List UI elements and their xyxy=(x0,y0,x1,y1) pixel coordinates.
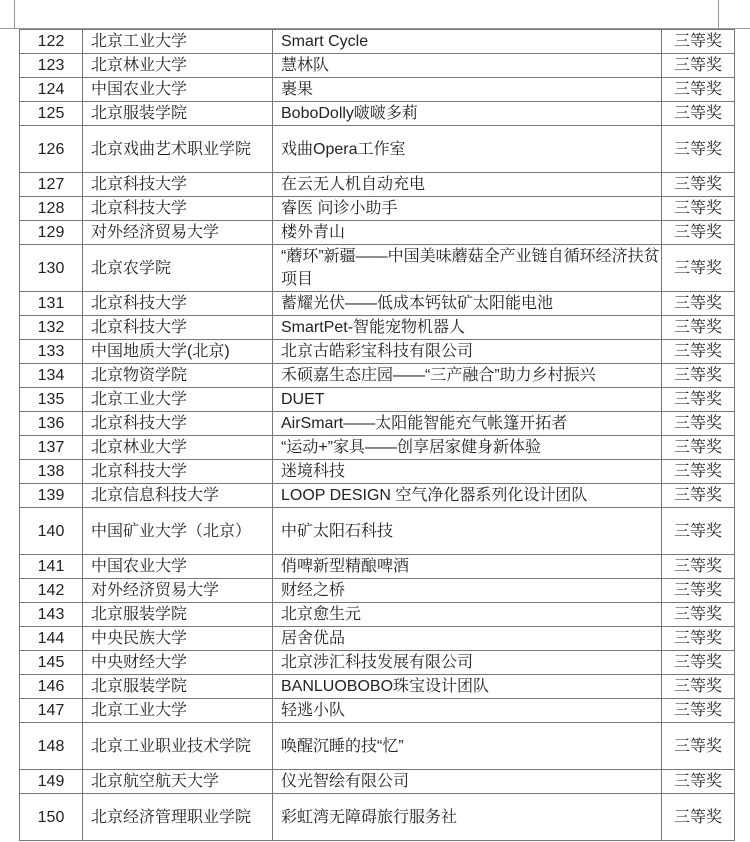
project-name: DUET xyxy=(273,388,662,412)
project-name: AirSmart——太阳能智能充气帐篷开拓者 xyxy=(273,412,662,436)
project-name: 蓄耀光伏——低成本钙钛矿太阳能电池 xyxy=(273,292,662,316)
table-row xyxy=(20,30,735,54)
prize-level: 三等奖 xyxy=(662,316,735,340)
row-number: 146 xyxy=(20,675,83,699)
table-row xyxy=(20,555,735,579)
row-number: 130 xyxy=(20,245,83,292)
table-row xyxy=(20,197,735,221)
school-name: 北京林业大学 xyxy=(83,436,273,460)
row-number: 140 xyxy=(20,508,83,555)
prize-level: 三等奖 xyxy=(662,508,735,555)
project-name: 楼外青山 xyxy=(273,221,662,245)
school-name: 北京农学院 xyxy=(83,245,273,292)
school-name: 中国地质大学(北京) xyxy=(83,340,273,364)
project-name: 裹果 xyxy=(273,78,662,102)
school-name: 北京林业大学 xyxy=(83,54,273,78)
prize-level: 三等奖 xyxy=(662,579,735,603)
row-number: 128 xyxy=(20,197,83,221)
table-row xyxy=(20,54,735,78)
row-number: 137 xyxy=(20,436,83,460)
table-row xyxy=(20,292,735,316)
prize-level: 三等奖 xyxy=(662,173,735,197)
prize-level: 三等奖 xyxy=(662,364,735,388)
prize-level: 三等奖 xyxy=(662,699,735,723)
school-name: 北京服装学院 xyxy=(83,102,273,126)
row-number: 143 xyxy=(20,603,83,627)
row-number: 123 xyxy=(20,54,83,78)
prize-level: 三等奖 xyxy=(662,54,735,78)
prize-level: 三等奖 xyxy=(662,388,735,412)
prize-level: 三等奖 xyxy=(662,675,735,699)
table-row xyxy=(20,316,735,340)
table-row xyxy=(20,675,735,699)
row-number: 148 xyxy=(20,723,83,770)
prize-level: 三等奖 xyxy=(662,221,735,245)
table-row xyxy=(20,173,735,197)
project-name: 北京古皓彩宝科技有限公司 xyxy=(273,340,662,364)
row-number: 131 xyxy=(20,292,83,316)
project-name: 唤醒沉睡的技“忆” xyxy=(273,723,662,770)
row-number: 138 xyxy=(20,460,83,484)
table-row xyxy=(20,436,735,460)
row-number: 133 xyxy=(20,340,83,364)
project-name: 慧林队 xyxy=(273,54,662,78)
project-name: 财经之桥 xyxy=(273,579,662,603)
row-number: 141 xyxy=(20,555,83,579)
table-row xyxy=(20,508,735,555)
row-number: 129 xyxy=(20,221,83,245)
school-name: 北京航空航天大学 xyxy=(83,770,273,794)
school-name: 对外经济贸易大学 xyxy=(83,221,273,245)
row-number: 136 xyxy=(20,412,83,436)
project-name: 北京愈生元 xyxy=(273,603,662,627)
row-number: 134 xyxy=(20,364,83,388)
school-name: 北京戏曲艺术职业学院 xyxy=(83,126,273,173)
prize-level: 三等奖 xyxy=(662,436,735,460)
row-number: 125 xyxy=(20,102,83,126)
prize-level: 三等奖 xyxy=(662,770,735,794)
school-name: 北京工业大学 xyxy=(83,30,273,54)
table-row xyxy=(20,794,735,841)
table-row xyxy=(20,627,735,651)
project-name: 北京涉汇科技发展有限公司 xyxy=(273,651,662,675)
project-name: 居舍优品 xyxy=(273,627,662,651)
school-name: 中央民族大学 xyxy=(83,627,273,651)
school-name: 中央财经大学 xyxy=(83,651,273,675)
project-name: 戏曲Opera工作室 xyxy=(273,126,662,173)
project-name: 禾硕嘉生态庄园——“三产融合”助力乡村振兴 xyxy=(273,364,662,388)
table-row xyxy=(20,245,735,292)
project-name: BANLUOBOBO珠宝设计团队 xyxy=(273,675,662,699)
prize-level: 三等奖 xyxy=(662,412,735,436)
prize-level: 三等奖 xyxy=(662,627,735,651)
project-name: SmartPet-智能宠物机器人 xyxy=(273,316,662,340)
row-number: 132 xyxy=(20,316,83,340)
project-name: 迷境科技 xyxy=(273,460,662,484)
table-row xyxy=(20,579,735,603)
project-name: 睿医 问诊小助手 xyxy=(273,197,662,221)
school-name: 北京科技大学 xyxy=(83,197,273,221)
school-name: 北京服装学院 xyxy=(83,603,273,627)
table-row xyxy=(20,603,735,627)
table-row xyxy=(20,340,735,364)
project-name: 轻逃小队 xyxy=(273,699,662,723)
prize-level: 三等奖 xyxy=(662,555,735,579)
prize-level: 三等奖 xyxy=(662,102,735,126)
project-name: 仪光智绘有限公司 xyxy=(273,770,662,794)
school-name: 北京科技大学 xyxy=(83,412,273,436)
project-name: LOOP DESIGN 空气净化器系列化设计团队 xyxy=(273,484,662,508)
school-name: 对外经济贸易大学 xyxy=(83,579,273,603)
prize-level: 三等奖 xyxy=(662,603,735,627)
prize-level: 三等奖 xyxy=(662,460,735,484)
table-row xyxy=(20,364,735,388)
row-number: 124 xyxy=(20,78,83,102)
previous-page-box xyxy=(14,0,719,29)
school-name: 中国农业大学 xyxy=(83,78,273,102)
row-number: 127 xyxy=(20,173,83,197)
prize-level: 三等奖 xyxy=(662,245,735,292)
table-row xyxy=(20,412,735,436)
school-name: 北京科技大学 xyxy=(83,292,273,316)
row-number: 150 xyxy=(20,794,83,841)
table-row xyxy=(20,770,735,794)
awards-table xyxy=(19,29,735,841)
project-name: 彩虹湾无障碍旅行服务社 xyxy=(273,794,662,841)
row-number: 149 xyxy=(20,770,83,794)
prize-level: 三等奖 xyxy=(662,30,735,54)
school-name: 北京工业职业技术学院 xyxy=(83,723,273,770)
prize-level: 三等奖 xyxy=(662,78,735,102)
prize-level: 三等奖 xyxy=(662,126,735,173)
table-row xyxy=(20,221,735,245)
project-name: BoboDolly啵啵多莉 xyxy=(273,102,662,126)
row-number: 139 xyxy=(20,484,83,508)
project-name: “运动+”家具——创享居家健身新体验 xyxy=(273,436,662,460)
row-number: 122 xyxy=(20,30,83,54)
project-name: 在云无人机自动充电 xyxy=(273,173,662,197)
prize-level: 三等奖 xyxy=(662,794,735,841)
school-name: 北京科技大学 xyxy=(83,316,273,340)
school-name: 北京科技大学 xyxy=(83,173,273,197)
table-row xyxy=(20,388,735,412)
table-row xyxy=(20,651,735,675)
prize-level: 三等奖 xyxy=(662,197,735,221)
project-name: Smart Cycle xyxy=(273,30,662,54)
table-row xyxy=(20,484,735,508)
school-name: 北京物资学院 xyxy=(83,364,273,388)
prize-level: 三等奖 xyxy=(662,292,735,316)
school-name: 中国矿业大学（北京） xyxy=(83,508,273,555)
project-name: 俏啤新型精酿啤酒 xyxy=(273,555,662,579)
row-number: 126 xyxy=(20,126,83,173)
prize-level: 三等奖 xyxy=(662,723,735,770)
row-number: 144 xyxy=(20,627,83,651)
project-name: “蘑环”新疆——中国美味蘑菇全产业链自循环经济扶贫项目 xyxy=(273,245,662,292)
school-name: 中国农业大学 xyxy=(83,555,273,579)
school-name: 北京服装学院 xyxy=(83,675,273,699)
table-row xyxy=(20,699,735,723)
table-row xyxy=(20,723,735,770)
row-number: 135 xyxy=(20,388,83,412)
table-row xyxy=(20,102,735,126)
prize-level: 三等奖 xyxy=(662,651,735,675)
table-row xyxy=(20,460,735,484)
school-name: 北京经济管理职业学院 xyxy=(83,794,273,841)
prize-level: 三等奖 xyxy=(662,340,735,364)
project-name: 中矿太阳石科技 xyxy=(273,508,662,555)
row-number: 142 xyxy=(20,579,83,603)
row-number: 147 xyxy=(20,699,83,723)
school-name: 北京工业大学 xyxy=(83,699,273,723)
row-number: 145 xyxy=(20,651,83,675)
school-name: 北京信息科技大学 xyxy=(83,484,273,508)
table-row xyxy=(20,78,735,102)
table-row xyxy=(20,126,735,173)
school-name: 北京工业大学 xyxy=(83,388,273,412)
prize-level: 三等奖 xyxy=(662,484,735,508)
school-name: 北京科技大学 xyxy=(83,460,273,484)
